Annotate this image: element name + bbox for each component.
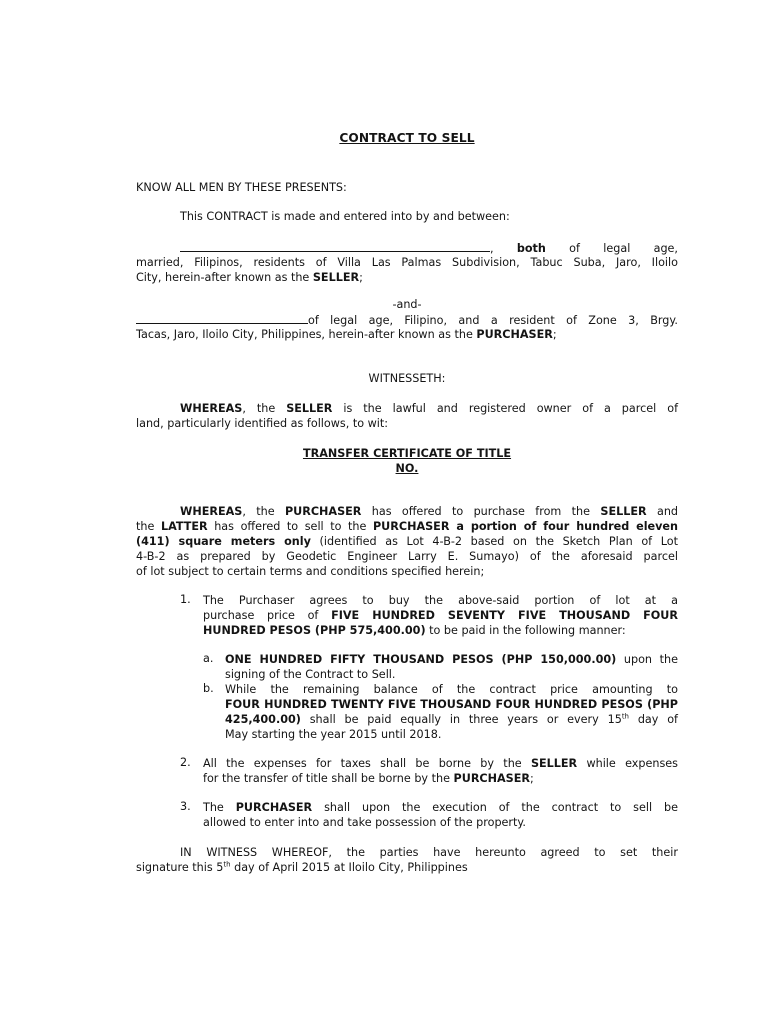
item-a-line-2: signing of the Contract to Sell. [225,668,396,681]
item3-number: 3. [180,800,191,813]
item-b-line-2: FOUR HUNDRED TWENTY FIVE THOUSAND FOUR HUNDRED PESOS (PHP [225,698,678,711]
whereas2-line-3: (411) square meters only (identified as Lot 4-B-2 based on the Sketch Plan of Lot [136,535,679,548]
whereas2-line-2: the LATTER has offered to sell to the PURCHASER a portion of four hundred eleven [136,520,678,533]
both-label: both [516,242,546,255]
document-title: CONTRACT TO SELL [339,131,475,145]
witness-line-1: IN WITNESS WHEREOF, the parties have hereunto agreed to set their [180,846,678,859]
item-b-line-3: 425,400.00) shall be paid equally in three years or every 15th day of [225,712,678,726]
purchaser-name-blank[interactable] [136,312,308,324]
item1-line-2: purchase price of FIVE HUNDRED SEVENTY FIVE THOUSAND FOUR [203,609,678,622]
purchaser-line-1: of legal age, Filipino, and a resident of Zone 3, Brgy. [136,312,678,328]
item1-line-3: HUNDRED PESOS (PHP 575,400.00) to be paid in the following manner: [203,624,626,637]
tct-heading-line-2: NO. [395,462,419,475]
seller-line-3: City, herein-after known as the SELLER; [136,271,363,284]
item-b-line-1: While the remaining balance of the contract price amounting to [225,683,678,696]
item3-line-2: allowed to enter into and take possession of the property. [203,816,526,829]
witness-line-2: signature this 5th day of April 2015 at Iloilo City, Philippines [136,860,468,874]
item3-line-1: The PURCHASER shall upon the execution of the contract to sell be [203,801,678,814]
item1-line-1: The Purchaser agrees to buy the above-said portion of lot at a [203,594,678,607]
seller-line-2: married, Filipinos, residents of Villa Las Palmas Subdivision, Tabuc Suba, Jaro, Iloilo [136,256,678,269]
whereas2-line-5: of lot subject to certain terms and conditions specified herein; [136,565,485,578]
tct-heading-line-1: TRANSFER CERTIFICATE OF TITLE [302,447,512,460]
item2-line-1: All the expenses for taxes shall be borne by the SELLER while expenses [203,757,678,770]
whereas2-line-4: 4-B-2 as prepared by Geodetic Engineer Larry E. Sumayo) of the aforesaid parcel [136,550,678,563]
and-separator: -and- [392,298,422,311]
whereas2-line-1: WHEREAS, the PURCHASER has offered to purchase from the SELLER and [180,505,679,518]
seller-name-blank[interactable] [180,240,490,252]
item1-number: 1. [180,593,191,606]
purchaser-line-2: Tacas, Jaro, Iloilo City, Philippines, herein-after known as the PURCHASER; [136,328,557,341]
witnesseth-heading: WITNESSETH: [368,372,446,385]
seller-line-1: , both of legal age, [180,240,678,256]
opening-line: KNOW ALL MEN BY THESE PRESENTS: [136,181,347,194]
item-b-line-4: May starting the year 2015 until 2018. [225,728,442,741]
item-a-line-1: ONE HUNDRED FIFTY THOUSAND PESOS (PHP 150,000.00) upon the [225,653,678,666]
item2-number: 2. [180,756,191,769]
item2-line-2: for the transfer of title shall be borne by the PURCHASER; [203,772,534,785]
item-a-letter: a. [203,652,214,665]
whereas1-line-2: land, particularly identified as follows, to wit: [136,417,389,430]
intro-line: This CONTRACT is made and entered into by and between: [180,210,510,223]
item-b-letter: b. [203,682,214,695]
whereas1-line-1: WHEREAS, the SELLER is the lawful and registered owner of a parcel of [180,402,679,415]
